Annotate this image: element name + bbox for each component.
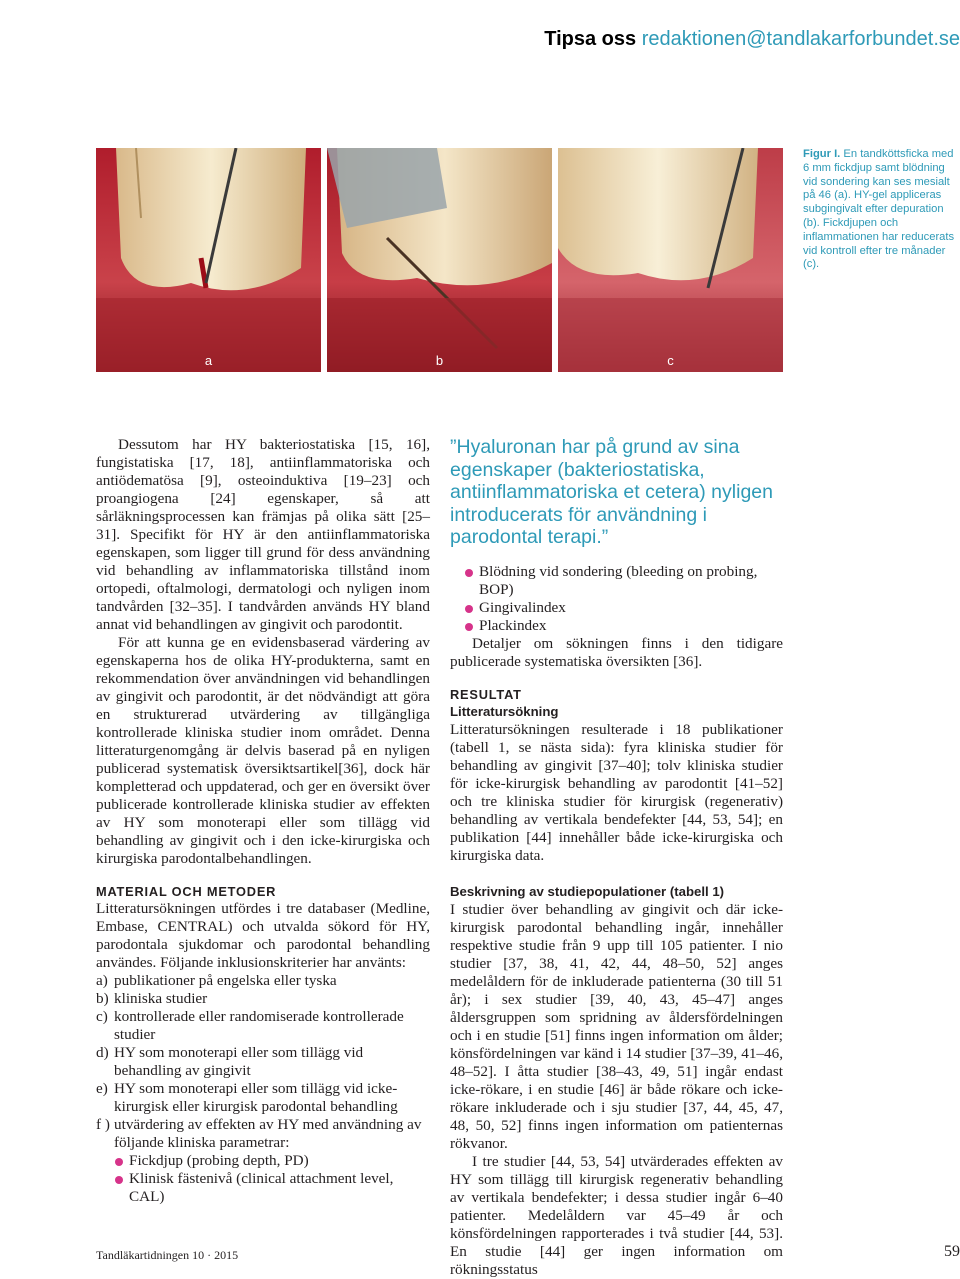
criteria-text: HY som monoterapi eller som tillägg vid icke-kirurgisk eller kirurgisk parodontal behandling [114, 1080, 398, 1115]
study-population-subheading: Beskrivning av studiepopulationer (tabell 1) [450, 883, 725, 899]
parameter-text: Klinisk fästenivå (clinical attachment level, CAL) [129, 1170, 394, 1205]
photo-label-c: c [667, 353, 674, 368]
dental-photo-a [96, 148, 321, 372]
criteria-label: a) [96, 972, 108, 989]
clinical-parameters-list-continued [464, 563, 783, 635]
criteria-text: utvärdering av effekten av HY med användning av följande kliniska parametrar: [114, 1116, 422, 1151]
publication-footer: Tandläkartidningen 10 · 2015 [96, 1248, 239, 1262]
criteria-text: HY som monoterapi eller som tillägg vid behandling av gingivit [114, 1044, 364, 1079]
criteria-label: c) [96, 1008, 108, 1025]
bullet-icon [465, 623, 473, 631]
tip-label: Tipsa oss [544, 28, 637, 50]
parameter-text: Plackindex [479, 616, 547, 634]
inclusion-criteria-list [96, 972, 430, 1152]
photo-panel-b [327, 148, 552, 372]
photo-label-a: a [204, 353, 213, 368]
photo-panel-c [558, 148, 783, 372]
figure-caption [803, 148, 960, 272]
left-column [96, 436, 430, 1206]
photo-label-b: b [435, 353, 444, 368]
criteria-label: b) [96, 990, 109, 1007]
parameter-item [114, 1152, 430, 1170]
dental-photo-b [327, 148, 552, 372]
bullet-icon [465, 569, 473, 577]
criteria-label: f ) [96, 1116, 110, 1133]
figure-photos [96, 148, 783, 372]
population-paragraph-2: I tre studier [44, 53, 54] utvärderades effekten av HY som tillägg till kirurgisk regenerativ behandling av vertikala bendefekter; i dessa studier ingår 6–40 patienter. Medelåldern var 45–49 år och könsfördelningen rapporterades i två studier [44, 53]. En studie [44] ger ingen information om rökningsstatus [450, 1152, 783, 1278]
literature-search-subheading: Litteratursökning [450, 703, 559, 719]
parameter-item [464, 563, 783, 599]
pull-quote: ”Hyaluronan har på grund av sina egenskaper (bakteriostatiska, antiinflammatoriska et cetera) nyligen introducerats för användning i parodontal terapi.” [450, 436, 773, 549]
methods-heading: MATERIAL OCH METODER [96, 884, 277, 899]
page-number: 59 [944, 1243, 960, 1260]
right-column [450, 436, 783, 1279]
clinical-parameters-list [114, 1152, 430, 1206]
tip-line [544, 28, 960, 51]
methods-paragraph: Litteratursökningen utfördes i tre databaser (Medline, Embase, CENTRAL) och utvalda sökord för HY, parodontala sjukdomar och parodontal behandling användes. Följande inklusionskriterier har använts: [96, 900, 430, 971]
results-heading: RESULTAT [450, 686, 522, 702]
photo-panel-a [96, 148, 321, 372]
parameter-item [114, 1170, 430, 1206]
criteria-item [96, 1080, 430, 1116]
parameter-text: Blödning vid sondering (bleeding on probing, BOP) [479, 562, 758, 598]
figure-caption-text: En tandköttsficka med 6 mm fickdjup samt blödning vid sondering kan ses mesialt på 46 (a). HY-gel appliceras subgingivalt efter depuration (b). Fickdjupen och inflammationen har reducerats vid kontroll efter tre månader (c). [803, 148, 955, 271]
bullet-icon [115, 1176, 123, 1184]
criteria-item [96, 1044, 430, 1080]
criteria-text: publikationer på engelska eller tyska [114, 972, 337, 989]
criteria-label: d) [96, 1044, 109, 1061]
results-paragraph: Litteratursökningen resulterade i 18 publikationer (tabell 1, se nästa sida): fyra kliniska studier för behandling av gingivit [37–40]; tolv kliniska studier för icke-kirurgisk behandling av parodontit [41–52] och tre kliniska studier för kirurgisk (regenerativ) behandling av vertikala bendefekter [44, 53, 54]; en publikation [44] innehåller både icke-kirurgiska och kirurgiska data. [450, 720, 783, 864]
tip-email-link[interactable]: redaktionen@tandlakarforbundet.se [641, 28, 960, 50]
criteria-item [96, 990, 430, 1008]
criteria-text: kontrollerade eller randomiserade kontrollerade studier [114, 1008, 404, 1043]
bullet-icon [465, 605, 473, 613]
criteria-item [96, 972, 430, 990]
intro-paragraph: Dessutom har HY bakteriostatiska [15, 16], fungistatiska [17, 18], antiinflammatoriska och antiödematösa [9], osteoinduktiva [19–23] och proangiogena [24] egenskaper, så att sårläkningsprocessen kan främjas på olika sätt [25–31]. Specifikt för HY är den antiinflammatoriska egenskapen, som ligger till grund för dess användning vid behandling av inflammatoriska tillstånd inom ortopedi, oftalmologi, dermatologi och nyligen inom tandvården [32–35]. I tandvården används HY bland annat vid behandlingen av gingivit och parodontit. [96, 436, 430, 633]
parameter-text: Fickdjup (probing depth, PD) [129, 1152, 309, 1169]
evidence-paragraph: För att kunna ge en evidensbaserad värdering av egenskaperna hos de olika HY-produkterna, samt en rekommendation över användningen vid behandlingen av gingivit och parodontit, är det nödvändigt att göra en strukturerad utvärdering av tillgängliga kontrollerade kliniska studier inom området. Denna litteraturgenomgång är delvis baserad på en nyligen publicerad systematisk översiktsartikel[36], dock här kompletterad och uppdaterad, och ger en översikt över publicerade kontrollerade kliniska studier av effekten av HY som monoterapi eller som tillägg vid behandling av gingivit och i den icke-kirurgiska och kirurgiska parodontalbehandlingen. [96, 634, 430, 867]
figure-caption-label: Figur I. [803, 148, 841, 160]
criteria-item [96, 1008, 430, 1044]
parameter-item [464, 617, 783, 635]
search-details-paragraph: Detaljer om sökningen finns i den tidigare publicerade systematiska översikten [36]. [450, 634, 783, 670]
dental-photo-c [558, 148, 783, 372]
criteria-item [96, 1116, 430, 1152]
population-paragraph-1: I studier över behandling av gingivit och där icke-kirurgisk parodontal behandling ingår, innehåller respektive studie från 9 upp till 105 patienter. I nio studier [37, 38, 41, 42, 44, 48–50, 52] anges medelåldern för de inkluderade patienterna (30 till 51 år); i sex studier [39, 40, 43, 45–47] anges åldersgruppen som spridning av åldersfördelningen och i en studie [51] finns ingen information om ålder; könsfördelningen var känd i 14 studier [37–39, 41–46, 48–52]. I åtta studier [38–43, 49, 51] ingår endast icke-rökare, i en studie [46] är både rökare och icke-rökare inkluderade och i sju studier [37, 44, 45, 47, 48, 50, 52] finns ingen information om patienternas rökvanor. [450, 900, 783, 1152]
parameter-item [464, 599, 783, 617]
bullet-icon [115, 1158, 123, 1166]
criteria-text: kliniska studier [114, 990, 208, 1007]
criteria-label: e) [96, 1080, 108, 1097]
parameter-text: Gingivalindex [479, 598, 566, 616]
